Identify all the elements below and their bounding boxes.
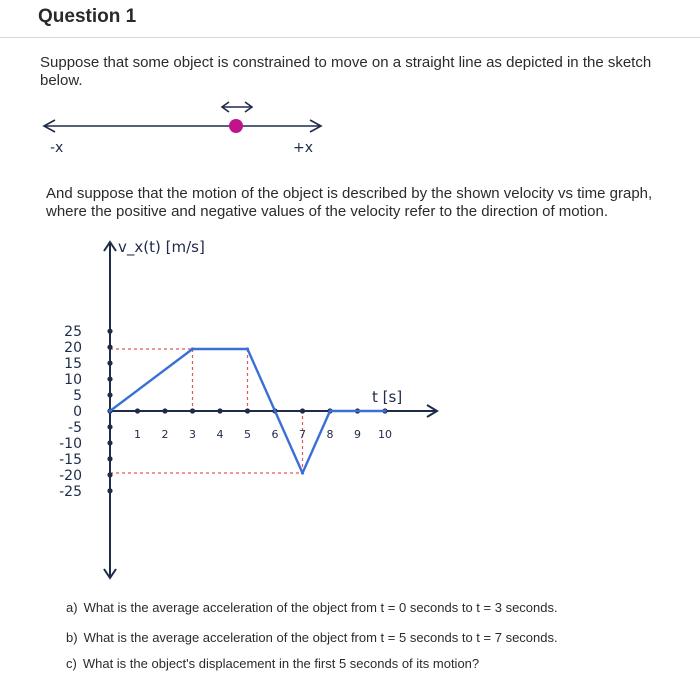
part-c-label: c) — [66, 656, 77, 671]
intro-text: Suppose that some object is constrained to move on a straight line as depicted in the sketch below. — [40, 54, 652, 89]
y-tick-label: -10 — [59, 435, 82, 452]
x-tick-label: 3 — [189, 428, 196, 441]
part-a-label: a) — [66, 600, 78, 615]
x-tick-label: 7 — [299, 428, 306, 441]
motion-sketch — [44, 102, 321, 156]
y-tick-label: 10 — [64, 372, 82, 389]
question-part-b — [66, 630, 558, 645]
pos-x-label: +x — [293, 140, 314, 156]
velocity-time-graph — [59, 238, 437, 578]
x-tick-label: 5 — [244, 428, 251, 441]
x-tick-label: 6 — [271, 428, 279, 441]
y-tick-label: 25 — [64, 324, 82, 341]
y-tick-labels — [59, 324, 112, 500]
graph-intro-text: And suppose that the motion of the object is described by the shown velocity vs time graph, where the positive and negative values of the velocity refer to the direction of motion. — [46, 185, 653, 220]
x-tick-mark — [135, 408, 140, 413]
y-tick-label: -25 — [59, 483, 82, 500]
x-tick-mark — [300, 408, 305, 413]
x-tick-label: 9 — [354, 428, 361, 441]
y-tick-mark — [107, 472, 112, 477]
part-c-text: What is the object's displacement in the first 5 seconds of its motion? — [82, 656, 480, 671]
y-tick-mark — [107, 488, 112, 493]
y-tick-mark — [107, 424, 112, 429]
x-tick-mark — [217, 408, 222, 413]
question-part-a — [66, 600, 558, 615]
data-point — [108, 409, 111, 412]
object-dot — [229, 119, 243, 133]
data-point — [246, 347, 249, 350]
y-tick-label: 20 — [64, 340, 82, 357]
y-tick-label: -15 — [59, 451, 82, 468]
y-tick-mark — [107, 345, 112, 350]
y-tick-label: -5 — [68, 419, 82, 436]
x-tick-mark — [190, 408, 195, 413]
y-tick-mark — [107, 361, 112, 366]
data-point — [383, 409, 386, 412]
y-tick-mark — [107, 329, 112, 334]
data-point — [301, 471, 304, 474]
part-a-text: What is the average acceleration of the object from t = 0 seconds to t = 3 seconds. — [83, 600, 558, 615]
y-tick-label: 5 — [73, 388, 82, 405]
data-point — [328, 409, 331, 412]
y-tick-mark — [107, 392, 112, 397]
y-tick-mark — [107, 440, 112, 445]
question-part-c — [66, 656, 479, 671]
question-title: Question 1 — [38, 6, 137, 27]
x-tick-label: 8 — [326, 428, 334, 441]
part-b-label: b) — [66, 630, 78, 645]
y-tick-label: 0 — [73, 404, 82, 420]
neg-x-label: -x — [50, 140, 64, 156]
x-tick-label: 2 — [161, 428, 169, 441]
x-tick-label: 10 — [378, 428, 392, 441]
data-point — [191, 347, 194, 350]
x-axis-label: t [s] — [372, 388, 403, 406]
double-arrow-icon — [222, 102, 252, 112]
y-tick-mark — [107, 376, 112, 381]
x-tick-label: 1 — [134, 428, 141, 441]
y-tick-mark — [107, 456, 112, 461]
y-tick-label: -20 — [59, 467, 82, 484]
x-tick-mark — [162, 408, 167, 413]
part-b-text: What is the average acceleration of the object from t = 5 seconds to t = 7 seconds. — [83, 630, 558, 645]
x-tick-label: 4 — [216, 428, 224, 441]
x-tick-mark — [245, 408, 250, 413]
x-tick-labels — [134, 408, 392, 441]
y-axis-label: v_x(t) [m/s] — [118, 238, 205, 256]
y-tick-label: 15 — [64, 356, 82, 373]
